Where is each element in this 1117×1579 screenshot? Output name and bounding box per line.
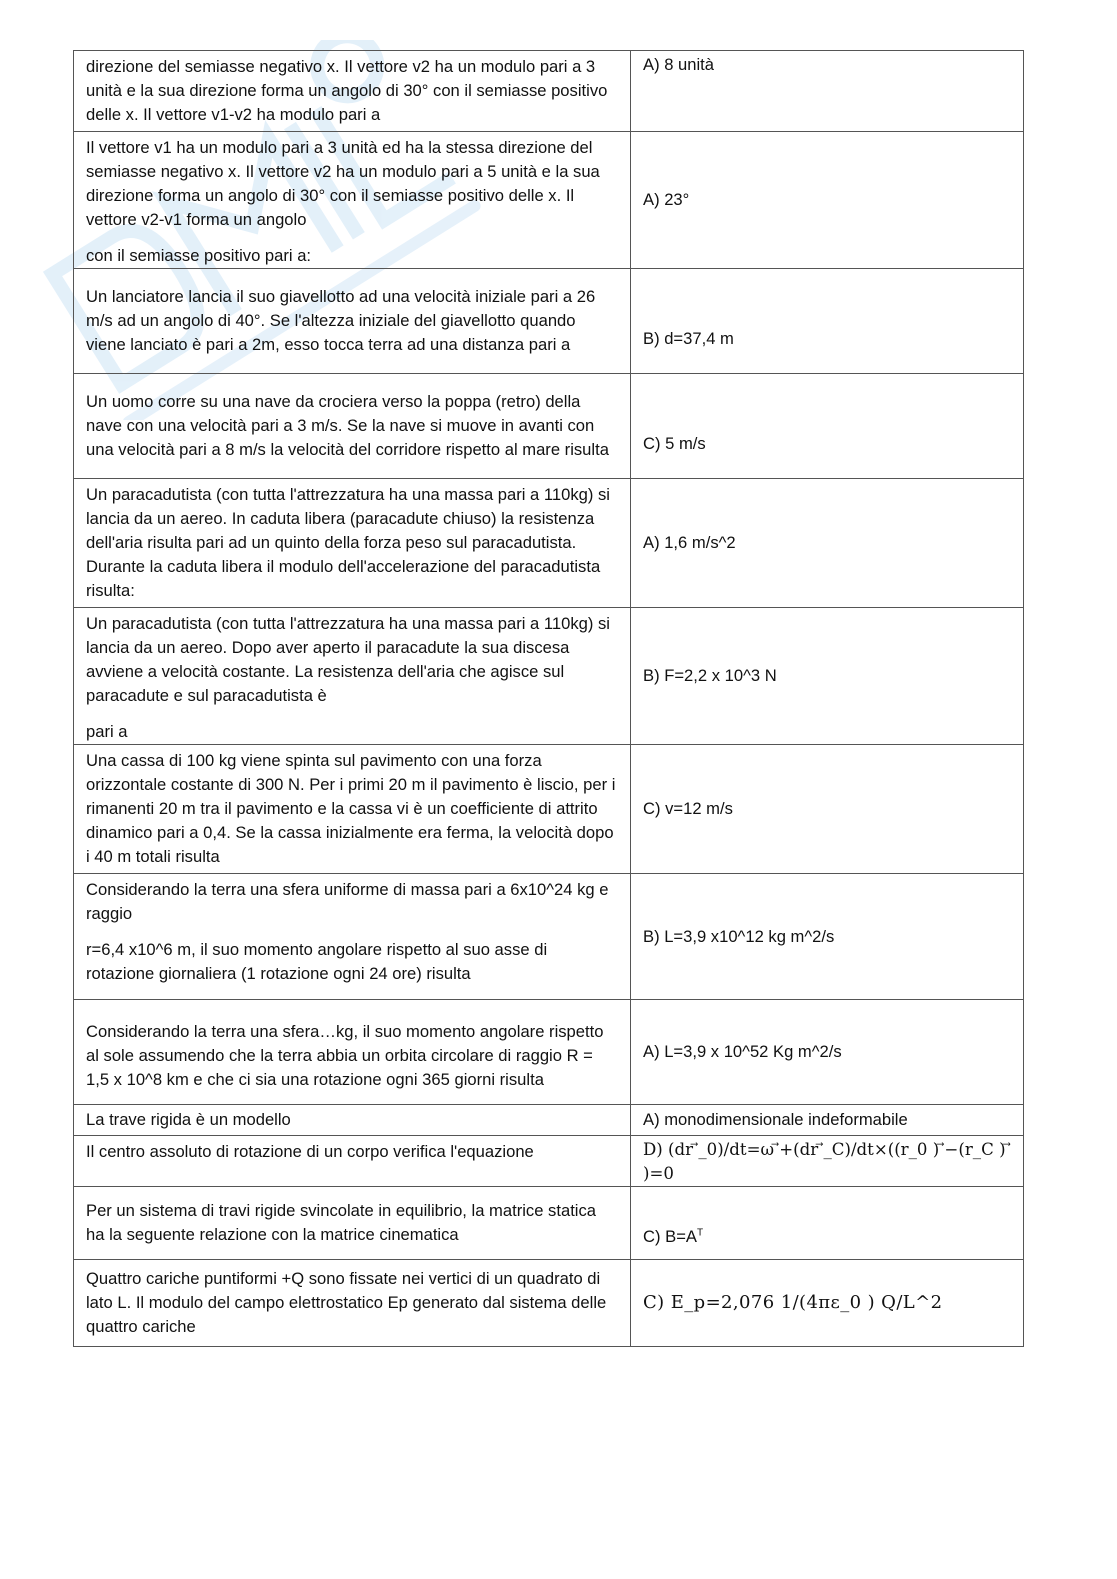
question-text: Quattro cariche puntiformi +Q sono fissate nei vertici di un quadrato di lato L. Il modulo del campo elettrostatico Ep generato dal sistema delle quattro cariche	[86, 1269, 607, 1336]
question-cell	[74, 51, 631, 132]
answer-text: B) L=3,9 x10^12 kg m^2/s	[643, 926, 835, 946]
question-cell	[74, 608, 631, 745]
answer-text: A) L=3,9 x 10^52 Kg m^2/s	[643, 1042, 842, 1061]
table-row	[74, 1136, 1024, 1187]
answer-cell	[631, 132, 1024, 269]
table-row	[74, 374, 1024, 479]
question-cell	[74, 1187, 631, 1260]
question-cell	[74, 874, 631, 1000]
answer-cell	[631, 479, 1024, 608]
answer-cell	[631, 608, 1024, 745]
answer-text: C) B=A	[643, 1227, 697, 1246]
table-row	[74, 608, 1024, 745]
question-text: Un uomo corre su una nave da crociera verso la poppa (retro) della nave con una velocità pari a 3 m/s. Se la nave si muove in avanti con una velocità pari a 8 m/s la velocità del corridore rispetto al mare risulta	[86, 392, 609, 459]
question-text: pari a	[86, 722, 128, 741]
table-row	[74, 269, 1024, 374]
question-text: direzione del semiasse negativo x. Il vettore v2 ha un modulo pari a 3 unità e la sua direzione forma un angolo di 30° con il semiasse positivo delle x. Il vettore v1-v2 ha modulo pari a	[86, 57, 608, 124]
question-cell	[74, 1136, 631, 1187]
table-row	[74, 1260, 1024, 1347]
answer-cell	[631, 1260, 1024, 1347]
answer-cell	[631, 1105, 1024, 1136]
answer-cell	[631, 269, 1024, 374]
answer-text: A) 8 unità	[643, 55, 715, 74]
question-text: Per un sistema di travi rigide svincolate in equilibrio, la matrice statica ha la seguente relazione con la matrice cinematica	[86, 1201, 597, 1244]
question-cell	[74, 1260, 631, 1347]
answer-text: A) 1,6 m/s^2	[643, 533, 736, 552]
question-text: Un paracadutista (con tutta l'attrezzatura ha una massa pari a 110kg) si lancia da un aereo. In caduta libera (paracadute chiuso) la resistenza dell'aria risulta pari ad un quinto della forza peso sul paracadutista. Durante la caduta libera il modulo dell'accelerazione del paracadutista risulta:	[86, 485, 610, 600]
qa-table	[73, 50, 1024, 1347]
answer-text: A) monodimensionale indeformabile	[643, 1110, 908, 1129]
question-text: Un paracadutista (con tutta l'attrezzatura ha una massa pari a 110kg) si lancia da un aereo. Dopo aver aperto il paracadute la sua discesa avviene a velocità costante. La resistenza dell'aria che agisce sul paracadute e sul paracadutista è	[86, 614, 610, 705]
answer-text: B) d=37,4 m	[643, 329, 734, 348]
table-row	[74, 479, 1024, 608]
question-cell	[74, 479, 631, 608]
table-row	[74, 1187, 1024, 1260]
question-text: r=6,4 x10^6 m, il suo momento angolare rispetto al suo asse di rotazione giornaliera (1 rotazione ogni 24 ore) risulta	[86, 940, 548, 983]
answer-text: B) F=2,2 x 10^3 N	[643, 666, 777, 685]
answer-text: C) v=12 m/s	[643, 799, 733, 818]
answer-cell	[631, 51, 1024, 132]
question-text: Una cassa di 100 kg viene spinta sul pavimento con una forza orizzontale costante di 300 N. Per i primi 20 m il pavimento è liscio, per i rimanenti 20 m tra il pavimento e la cassa vi è un coefficiente di attrito dinamico pari a 0,4. Se la cassa inizialmente era ferma, la velocità dopo i 40 m totali risulta	[86, 751, 616, 866]
table-row	[74, 51, 1024, 132]
question-text: Un lanciatore lancia il suo giavellotto ad una velocità iniziale pari a 26 m/s ad un angolo di 40°. Se l'altezza iniziale del giavellotto quando viene lanciato è pari a 2m, esso tocca terra ad una distanza pari a	[86, 287, 596, 354]
table-row	[74, 132, 1024, 269]
table-row	[74, 745, 1024, 874]
question-cell	[74, 1000, 631, 1105]
answer-cell	[631, 1136, 1024, 1187]
answer-cell	[631, 745, 1024, 874]
question-cell	[74, 132, 631, 269]
question-text: Il centro assoluto di rotazione di un corpo verifica l'equazione	[86, 1142, 534, 1161]
answer-formula: D) (dr ⃗_0)/dt=ω ⃗+(dr ⃗_C)/dt×((r_0 ) ⃗−(r_C ) ⃗ )=0	[643, 1140, 1011, 1183]
answer-text: A) 23°	[643, 190, 690, 209]
answer-text: C) 5 m/s	[643, 434, 706, 453]
question-text: con il semiasse positivo pari a:	[86, 246, 312, 265]
question-cell	[74, 374, 631, 479]
question-text: Il vettore v1 ha un modulo pari a 3 unità ed ha la stessa direzione del semiasse negativo x. Il vettore v2 ha un modulo pari a 5 unità e la sua direzione forma un angolo di 30° con il semiasse positivo delle x. Il vettore v2-v1 forma un angolo	[86, 138, 600, 229]
question-cell	[74, 269, 631, 374]
table-row	[74, 874, 1024, 1000]
answer-cell	[631, 1187, 1024, 1260]
question-text: La trave rigida è un modello	[86, 1110, 291, 1129]
table-row	[74, 1105, 1024, 1136]
question-text: Considerando la terra una sfera uniforme di massa pari a 6x10^24 kg e raggio	[86, 880, 609, 923]
answer-formula: C) E_p=2,076 1/(4πε_0 ) Q/L^2	[643, 1292, 943, 1313]
transpose-superscript: T	[696, 1227, 704, 1239]
answer-cell	[631, 1000, 1024, 1105]
answer-cell	[631, 374, 1024, 479]
question-text: Considerando la terra una sfera…kg, il suo momento angolare rispetto al sole assumendo che la terra abbia un orbita circolare di raggio R = 1,5 x 10^8 km e che ci sia una rotazione ogni 365 giorni risulta	[86, 1022, 604, 1089]
answer-cell	[631, 874, 1024, 1000]
question-cell	[74, 1105, 631, 1136]
question-cell	[74, 745, 631, 874]
table-row	[74, 1000, 1024, 1105]
